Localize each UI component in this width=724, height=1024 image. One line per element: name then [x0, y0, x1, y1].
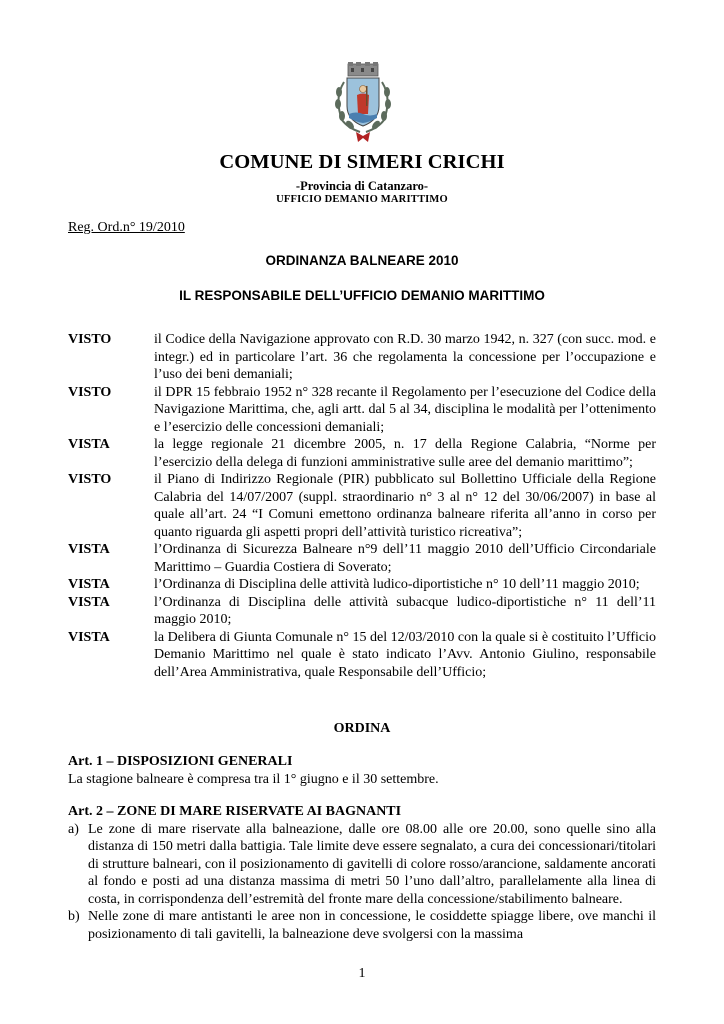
document-subtitle: IL RESPONSABILE DELL’UFFICIO DEMANIO MARITTIMO — [179, 288, 545, 303]
document-title: ORDINANZA BALNEARE 2010 — [265, 253, 459, 268]
preamble-text: l’Ordinanza di Disciplina delle attività ludico-diportistiche n° 10 dell’11 maggio 2010; — [154, 577, 640, 592]
item-text: Le zone di mare riservate alla balneazione, dalle ore 08.00 alle ore 20.00, sono quelle sino alla distanza di 150 metri dalla battigia. Tale limite deve essere segnalato, a cura dei concessionari/titolari di strutture balneari, con il posizionamento di gavitelli di colore rosso/arancione, saldamente ancorati al fondo e posti ad una distanza massima di metri 50 l’uno dall’altro, parallelamente alla linea di costa, in corrispondenza dell’estremità del fronte mare della concessione/stabilimento balneare. — [88, 821, 656, 907]
preamble-item — [68, 436, 656, 471]
preamble-label: VISTA — [68, 594, 110, 610]
article-1-title: Art. 1 – DISPOSIZIONI GENERALI — [68, 754, 293, 769]
preamble-item — [68, 576, 656, 594]
article-2-item — [68, 821, 656, 909]
registration-number: Reg. Ord.n° 19/2010 — [68, 220, 185, 235]
preamble-item — [68, 541, 656, 576]
preamble-text: la Delibera di Giunta Comunale n° 15 del 12/03/2010 con la quale si è costituito l’Ufficio Demanio Marittimo nel quale è stato indicato l’Avv. Antonio Giulino, responsabile dell’Area Amministrativa, quale Responsabile dell’Ufficio; — [154, 629, 656, 680]
ordina-heading: ORDINA — [333, 721, 391, 736]
municipality-title: COMUNE DI SIMERI CRICHI — [219, 151, 505, 173]
preamble-label: VISTA — [68, 577, 110, 592]
article-1-text: La stagione balneare è compresa tra il 1° giugno e il 30 settembre. — [68, 771, 439, 787]
article-2 — [68, 803, 656, 943]
preamble-text: l’Ordinanza di Sicurezza Balneare n°9 dell’11 maggio 2010 dell’Ufficio Circondariale Marittimo – Guardia Costiera di Soverato; — [154, 542, 656, 575]
preamble-text: il Piano di Indirizzo Regionale (PIR) pubblicato sul Bollettino Ufficiale della Regione Calabria del 14/07/2007 (suppl. straordinario n° 3 al n° 12 del 30/06/2007) in base al quale all’art. 24 “I Comuni emettono ordinanza balneare riferita all’anno in corso per quanto riguarda gli aspetti propri dell’attività turistico ricreativa”; — [154, 472, 656, 540]
preamble-label: VISTO — [68, 384, 112, 400]
preamble-item — [68, 384, 656, 437]
office-line: UFFICIO DEMANIO MARITTIMO — [276, 194, 448, 205]
preamble-label: VISTA — [68, 437, 110, 452]
preamble-label: VISTA — [68, 629, 110, 645]
preamble-list — [68, 331, 656, 681]
item-label: a) — [68, 821, 79, 837]
preamble-label: VISTA — [68, 542, 110, 557]
preamble-text: la legge regionale 21 dicembre 2005, n. 17 della Regione Calabria, “Norme per l’esercizio della delega di funzioni amministrative sulle aree del demanio marittimo”; — [154, 437, 656, 470]
preamble-item — [68, 471, 656, 541]
preamble-item — [68, 594, 656, 629]
item-label: b) — [68, 909, 80, 924]
preamble-label: VISTO — [68, 472, 112, 487]
page-number: 1 — [358, 966, 366, 981]
item-text: Nelle zone di mare antistanti le aree non in concessione, le cosiddette spiagge libere, ove manchi il posizionamento di tali gavitelli, la balneazione deve svolgersi con la massima — [88, 909, 656, 942]
preamble-item — [68, 331, 656, 384]
preamble-item — [68, 629, 656, 682]
article-2-title: Art. 2 – ZONE DI MARE RISERVATE AI BAGNANTI — [68, 804, 402, 819]
preamble-label: VISTO — [68, 332, 112, 347]
province-line: -Provincia di Catanzaro- — [295, 179, 429, 193]
article-1 — [68, 753, 656, 788]
municipal-crest-emblem — [330, 62, 396, 146]
preamble-text: il Codice della Navigazione approvato con R.D. 30 marzo 1942, n. 327 (con succ. mod. e integr.) ed in particolare l’art. 36 che regolamenta la concessione per l’occupazione e l’uso dei beni demaniali; — [154, 332, 656, 382]
preamble-text: l’Ordinanza di Disciplina delle attività subacque ludico-diportistiche n° 11 dell’11 maggio 2010; — [154, 594, 656, 627]
preamble-text: il DPR 15 febbraio 1952 n° 328 recante il Regolamento per l’esecuzione del Codice della Navigazione Marittima, che, agli artt. dal 5 al 34, disciplina le modalità per l’ottenimento e l’esercizio delle concessioni demaniali; — [154, 384, 656, 435]
article-2-item — [68, 908, 656, 943]
